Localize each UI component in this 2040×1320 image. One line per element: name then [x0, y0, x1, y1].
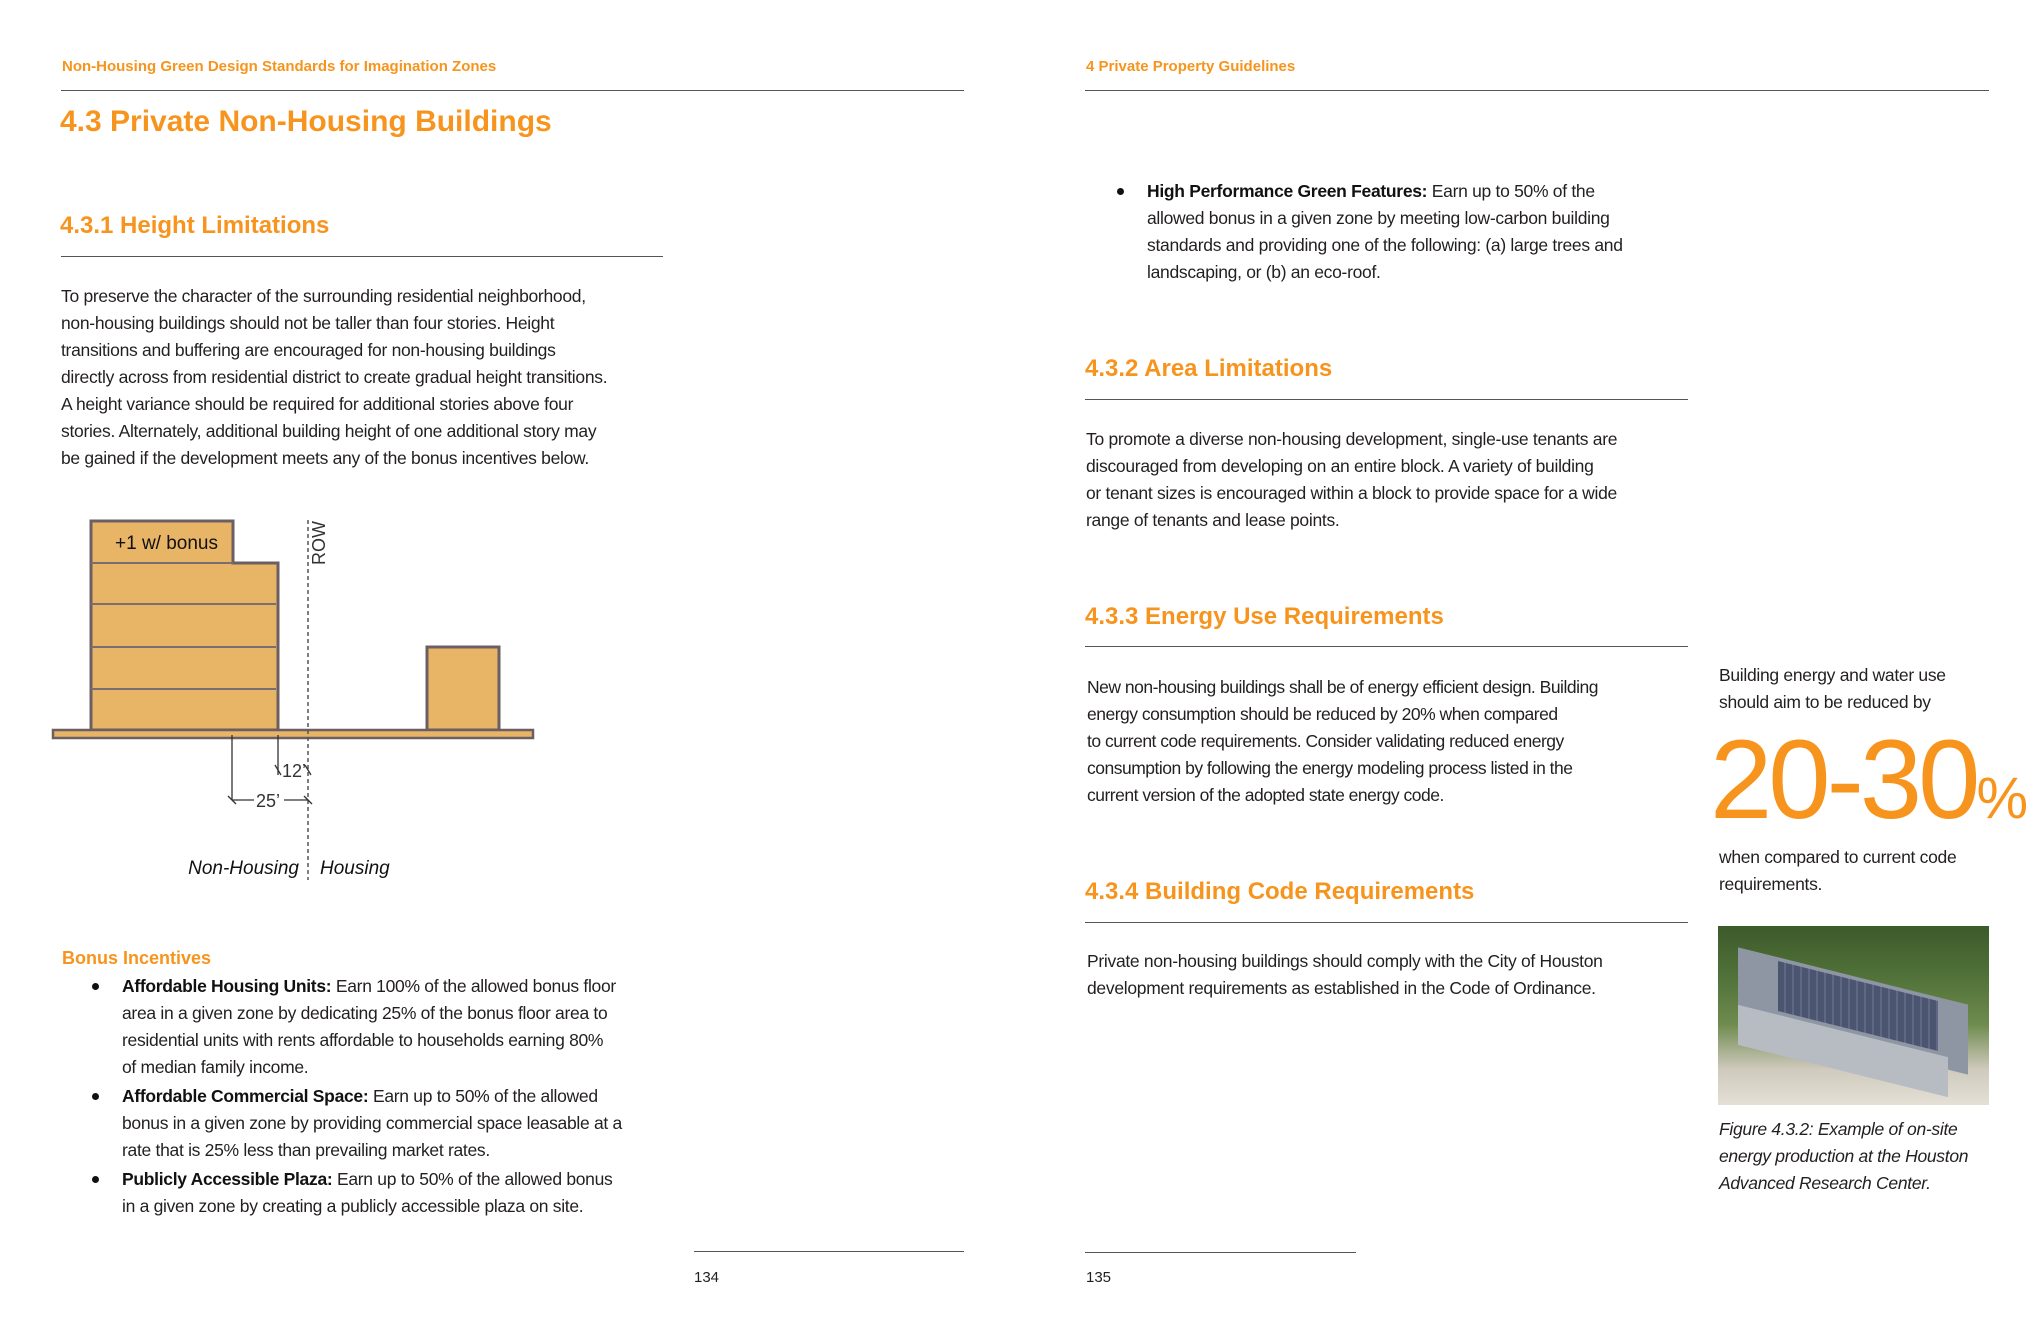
- subsection-title-energy: 4.3.3 Energy Use Requirements: [1085, 603, 1444, 630]
- figure-caption: [1719, 1116, 1968, 1197]
- page-number-right: 135: [1086, 1269, 1112, 1286]
- running-head-right: 4 Private Property Guidelines: [1086, 58, 1296, 75]
- text-line: area in a given zone by dedicating 25% of the bonus floor area to: [122, 1003, 608, 1023]
- text-line: directly across from residential district to create gradual height transitions.: [61, 367, 608, 387]
- text-line: when compared to current code: [1719, 847, 1957, 867]
- housing-label: Housing: [320, 858, 390, 879]
- text-line: current version of the adopted state energy code.: [1087, 785, 1444, 805]
- text-line: energy consumption should be reduced by 20% when compared: [1087, 704, 1558, 724]
- bonus-label: +1 w/ bonus: [115, 533, 218, 554]
- text-line: [122, 1166, 613, 1193]
- text-line: in a given zone by creating a publicly accessible plaza on site.: [122, 1196, 584, 1216]
- text-line: Advanced Research Center.: [1719, 1173, 1931, 1193]
- row-label: ROW: [309, 521, 329, 565]
- bullet-text: Earn up to 50% of the allowed bonus: [332, 1169, 613, 1189]
- text-line: stories. Alternately, additional building height of one additional story may: [61, 421, 597, 441]
- bullet-dot-icon: [92, 1176, 99, 1183]
- text-line: or tenant sizes is encouraged within a block to provide space for a wide: [1086, 483, 1617, 503]
- rule-433: [1085, 646, 1688, 647]
- bullet-lead: Publicly Accessible Plaza:: [122, 1169, 333, 1189]
- text-line: A height variance should be required for additional stories above four: [61, 394, 574, 414]
- bullet-affordable-commercial: [122, 1083, 622, 1164]
- bullet-affordable-housing: [122, 973, 616, 1081]
- subsection-title-height: 4.3.1 Height Limitations: [60, 212, 330, 239]
- bullet-lead: Affordable Commercial Space:: [122, 1086, 369, 1106]
- text-line: [122, 973, 616, 1000]
- bullet-dot-icon: [92, 983, 99, 990]
- text-line: to current code requirements. Consider validating reduced energy: [1087, 731, 1564, 751]
- non-housing-label: Non-Housing: [188, 858, 299, 879]
- building-photo: [1718, 926, 1989, 1105]
- subsection-title-area: 4.3.2 Area Limitations: [1085, 355, 1333, 382]
- header-rule-right: [1085, 90, 1989, 91]
- text-line: [1147, 178, 1623, 205]
- area-paragraph: [1086, 426, 1617, 534]
- bonus-incentives-heading: Bonus Incentives: [62, 948, 212, 968]
- text-line: should aim to be reduced by: [1719, 692, 1931, 712]
- running-head-left: Non-Housing Green Design Standards for Imagination Zones: [62, 58, 497, 75]
- bullet-public-plaza: [122, 1166, 613, 1220]
- bullet-text: Earn up to 50% of the allowed: [368, 1086, 598, 1106]
- callout-outro: [1719, 844, 1956, 898]
- bullet-dot-icon: [92, 1093, 99, 1100]
- bullet-lead: Affordable Housing Units:: [122, 976, 332, 996]
- bullet-dot-icon: [1117, 188, 1124, 195]
- height-diagram: [0, 0, 700, 900]
- text-line: non-housing buildings should not be taller than four stories. Height: [61, 313, 555, 333]
- bullet-text: Earn up to 50% of the: [1427, 181, 1595, 201]
- dimension-25: 25’: [256, 791, 281, 811]
- text-line: energy production at the Houston: [1719, 1146, 1969, 1166]
- text-line: discouraged from developing on an entire block. A variety of building: [1086, 456, 1594, 476]
- text-line: consumption by following the energy modeling process listed in the: [1087, 758, 1573, 778]
- text-line: landscaping, or (b) an eco-roof.: [1147, 262, 1381, 282]
- section-title: 4.3 Private Non-Housing Buildings: [60, 105, 552, 138]
- text-line: To promote a diverse non-housing development, single-use tenants are: [1086, 429, 1618, 449]
- callout-unit: %: [1976, 766, 2029, 831]
- text-line: development requirements as established in the Code of Ordinance.: [1087, 978, 1596, 998]
- rule-434: [1085, 922, 1688, 923]
- callout-number: 20-30: [1710, 717, 1977, 842]
- page-number-left: 134: [694, 1269, 720, 1286]
- bullet-green-features: [1147, 178, 1623, 286]
- footer-rule-right: [1085, 1252, 1356, 1253]
- text-line: transitions and buffering are encouraged for non-housing buildings: [61, 340, 556, 360]
- ground: [53, 730, 533, 738]
- callout-intro: [1719, 662, 1946, 716]
- text-line: rate that is 25% less than prevailing market rates.: [122, 1140, 490, 1160]
- bullet-text: Earn 100% of the allowed bonus floor: [331, 976, 616, 996]
- callout-figure: [1710, 717, 2029, 842]
- text-line: To preserve the character of the surrounding residential neighborhood,: [61, 286, 586, 306]
- text-line: residential units with rents affordable to households earning 80%: [122, 1030, 604, 1050]
- code-paragraph: [1087, 948, 1603, 1002]
- dimension-12: 12’: [282, 761, 307, 781]
- text-line: requirements.: [1719, 874, 1823, 894]
- footer-rule-left: [694, 1251, 964, 1252]
- text-line: Figure 4.3.2: Example of on-site: [1719, 1119, 1958, 1139]
- rule-432: [1085, 399, 1688, 400]
- bullet-lead: High Performance Green Features:: [1147, 181, 1428, 201]
- text-line: allowed bonus in a given zone by meeting low-carbon building: [1147, 208, 1610, 228]
- housing-building: [427, 647, 499, 730]
- energy-paragraph: [1087, 674, 1598, 809]
- text-line: standards and providing one of the following: (a) large trees and: [1147, 235, 1623, 255]
- text-line: New non-housing buildings shall be of energy efficient design. Building: [1087, 677, 1598, 697]
- text-line: of median family income.: [122, 1057, 309, 1077]
- text-line: Private non-housing buildings should comply with the City of Houston: [1087, 951, 1603, 971]
- text-line: range of tenants and lease points.: [1086, 510, 1340, 530]
- text-line: bonus in a given zone by providing commercial space leasable at a: [122, 1113, 622, 1133]
- text-line: be gained if the development meets any of the bonus incentives below.: [61, 448, 589, 468]
- text-line: [122, 1083, 622, 1110]
- text-line: Building energy and water use: [1719, 665, 1946, 685]
- subsection-title-code: 4.3.4 Building Code Requirements: [1085, 878, 1475, 905]
